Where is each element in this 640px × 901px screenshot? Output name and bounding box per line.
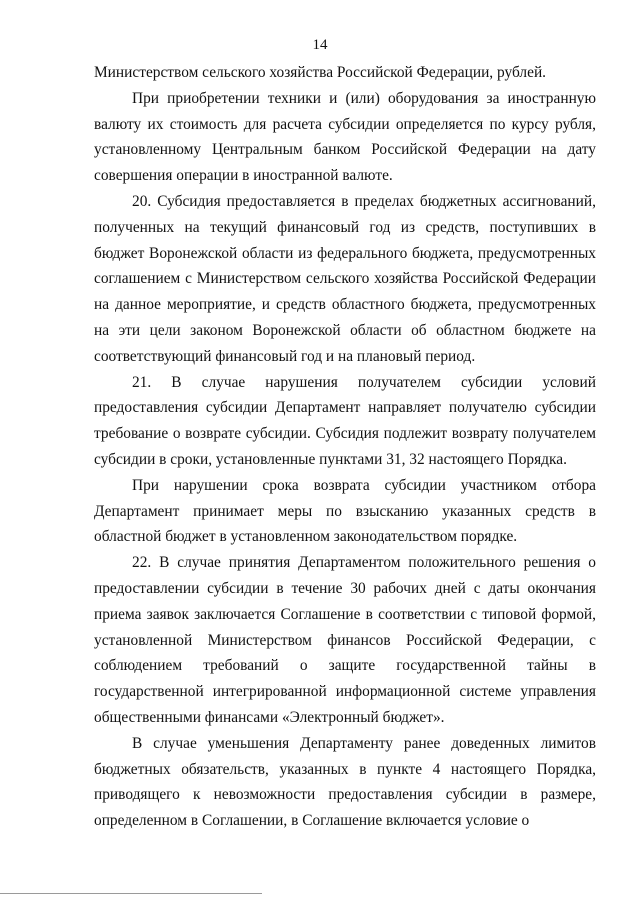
paragraph-continuation: Министерством сельского хозяйства Российской Федерации, рублей. — [94, 64, 547, 81]
page-number: 14 — [312, 37, 328, 53]
paragraph-20: 20. Субсидия предоставляется в пределах бюджетных ассигнований, полученных на текущий финансовый год из средств, поступивших в бюджет Воронежской области из федерального бюджета, предусмотренных соглашением с Министерством сельского хозяйства Российской Федерации на данное мероприятие, и средств областного бюджета, предусмотренных на эти цели законом Воронежской области об областном бюджете на соответствующий финансовый год и на плановый период. — [94, 192, 596, 365]
paragraph-refund-violation: При нарушении срока возврата субсидии участником отбора Департамент принимает меры по взысканию указанных средств в областной бюджет в установленном законодательством порядке. — [94, 476, 596, 546]
paragraph-foreign-currency: При приобретении техники и (или) оборудования за иностранную валюту их стоимость для расчета субсидии определяется по курсу рубля, установленному Центральным банком Российской Федерации на дату совершения операции в иностранной валюте. — [94, 89, 596, 185]
paragraph-21: 21. В случае нарушения получателем субсидии условий предоставления субсидии Департамент направляет получателю субсидии требование о возврате субсидии. Субсидия подлежит возврату получателем субсидии в сроки, установленные пунктами 31, 32 настоящего Порядка. — [94, 373, 596, 468]
paragraph-limits-reduction: В случае уменьшения Департаменту ранее доведенных лимитов бюджетных обязательств, указанных в пункте 4 настоящего Порядка, приводящего к невозможности предоставления субсидии в размере, определенном в Соглашении, в Соглашение включается условие о — [94, 734, 596, 830]
footer-divider — [0, 893, 262, 894]
paragraph-22: 22. В случае принятия Департаментом положительного решения о предоставлении субсидии в течение 30 рабочих дней с даты окончания приема заявок заключается Соглашение в соответствии с типовой формой, установленной Министерством финансов Российской Федерации, с соблюдением требований о защите государственной тайны в государственной интегрированной информационной системе управления общественными финансами «Электронный бюджет». — [94, 554, 596, 726]
document-body — [94, 60, 596, 834]
